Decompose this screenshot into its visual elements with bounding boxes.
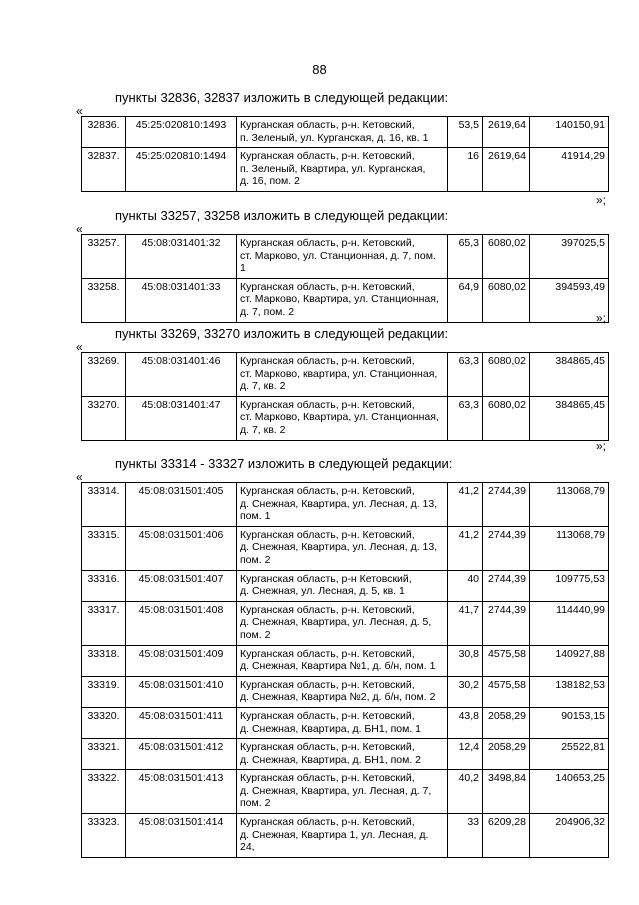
address-line: пом. 1	[240, 510, 271, 523]
item-number-cell: 33270.	[82, 396, 126, 440]
table-row	[82, 526, 609, 570]
address-cell	[237, 739, 448, 770]
total-value-cell: 384865,45	[530, 353, 609, 397]
section-intro: пункты 32836, 32837 изложить в следующей редакции:	[115, 90, 449, 105]
area-cell: 41,7	[448, 601, 483, 645]
item-number-cell: 32837.	[82, 148, 126, 192]
address-line: Курганская область, р-н. Кетовский,	[240, 150, 415, 163]
item-number-cell: 33318.	[82, 645, 126, 676]
section-intro: пункты 33257, 33258 изложить в следующей редакции:	[115, 208, 449, 223]
close-quote: »;	[596, 193, 607, 207]
address-line: п. Зеленый, ул. Курганская, д. 16, кв. 1	[240, 131, 429, 144]
total-value-cell: 140653,25	[530, 770, 609, 814]
price-cell: 4575,58	[483, 645, 530, 676]
price-cell: 3498,84	[483, 770, 530, 814]
cadastral-number-cell: 45:08:031501:407	[126, 570, 237, 601]
cadastral-number-cell: 45:08:031501:411	[126, 707, 237, 738]
address-line: Курганская область, р-н. Кетовский,	[240, 816, 415, 829]
cadastral-number-cell: 45:08:031501:414	[126, 814, 237, 858]
address-line: пом. 2	[240, 628, 271, 641]
area-cell: 16	[448, 148, 483, 192]
area-cell: 64,9	[448, 278, 483, 322]
cadastral-number-cell: 45:25:020810:1494	[126, 148, 237, 192]
address-line: д. 7, пом. 2	[240, 305, 295, 318]
address-line: Курганская область, р-н. Кетовский,	[240, 237, 415, 249]
open-quote: «	[76, 222, 83, 236]
address-line: Курганская область, р-н. Кетовский,	[240, 485, 415, 497]
address-cell	[237, 570, 448, 601]
section-table	[81, 482, 609, 858]
cadastral-number-cell: 45:08:031501:410	[126, 676, 237, 707]
area-cell: 43,8	[448, 707, 483, 738]
price-cell: 2619,64	[483, 117, 530, 148]
total-value-cell: 397025,5	[530, 235, 609, 279]
address-line: д. 7, кв. 2	[240, 423, 286, 436]
address-line: Курганская область, р-н. Кетовский,	[240, 678, 415, 691]
address-line: Курганская область, р-н Кетовский,	[240, 572, 412, 585]
price-cell: 6209,28	[483, 814, 530, 858]
area-cell: 33	[448, 814, 483, 858]
close-quote: »;	[596, 439, 607, 453]
address-line: пом. 2	[240, 553, 271, 566]
address-cell	[237, 814, 448, 858]
area-cell: 63,3	[448, 353, 483, 397]
cadastral-number-cell: 45:25:020810:1493	[126, 117, 237, 148]
table-row	[82, 814, 609, 858]
address-line: Курганская область, р-н. Кетовский,	[240, 355, 415, 367]
item-number-cell: 33321.	[82, 739, 126, 770]
area-cell: 63,3	[448, 396, 483, 440]
address-line: д. Снежная, Квартира, ул. Лесная, д. 13,	[240, 541, 438, 554]
area-cell: 12,4	[448, 739, 483, 770]
address-line: д. Снежная, Квартира, д. БН1, пом. 1	[240, 722, 421, 735]
address-cell	[237, 148, 448, 192]
address-cell	[237, 526, 448, 570]
cadastral-number-cell: 45:08:031401:32	[126, 235, 237, 279]
address-line: д. Снежная, ул. Лесная, д. 5, кв. 1	[240, 585, 405, 598]
table-row	[82, 148, 609, 192]
total-value-cell: 90153,15	[530, 707, 609, 738]
address-line: д. Снежная, Квартира, ул. Лесная, д. 7,	[240, 784, 432, 797]
address-cell	[237, 707, 448, 738]
section-table	[81, 234, 609, 323]
price-cell: 6080,02	[483, 396, 530, 440]
total-value-cell: 384865,45	[530, 396, 609, 440]
area-cell: 40	[448, 570, 483, 601]
table-row	[82, 739, 609, 770]
cadastral-number-cell: 45:08:031401:33	[126, 278, 237, 322]
address-line: Курганская область, р-н. Кетовский,	[240, 398, 415, 411]
table-row	[82, 707, 609, 738]
area-cell: 30,8	[448, 645, 483, 676]
cadastral-number-cell: 45:08:031401:46	[126, 353, 237, 397]
table-row	[82, 676, 609, 707]
section-table	[81, 352, 609, 441]
total-value-cell: 204906,32	[530, 814, 609, 858]
address-line: п. Зеленый, Квартира, ул. Курганская,	[240, 162, 426, 175]
address-line: д. Снежная, Квартира, д. БН1, пом. 2	[240, 753, 421, 766]
cadastral-number-cell: 45:08:031501:409	[126, 645, 237, 676]
section-intro: пункты 33269, 33270 изложить в следующей редакции:	[115, 326, 449, 341]
price-cell: 4575,58	[483, 676, 530, 707]
area-cell: 53,5	[448, 117, 483, 148]
table-row	[82, 278, 609, 322]
table-row	[82, 353, 609, 397]
table-row	[82, 645, 609, 676]
address-line: д. Снежная, Квартира №1, д. б/н, пом. 1	[240, 660, 436, 673]
total-value-cell: 394593,49	[530, 278, 609, 322]
area-cell: 65,3	[448, 235, 483, 279]
page-number: 88	[312, 62, 327, 77]
area-cell: 30,2	[448, 676, 483, 707]
address-line: д. Снежная, Квартира, ул. Лесная, д. 13,	[240, 497, 438, 510]
item-number-cell: 33320.	[82, 707, 126, 738]
cadastral-number-cell: 45:08:031501:413	[126, 770, 237, 814]
close-quote: »;	[596, 311, 607, 325]
address-line: д. Снежная, Квартира №2, д. б/н, пом. 2	[240, 691, 436, 704]
address-line: Курганская область, р-н. Кетовский,	[240, 528, 415, 541]
total-value-cell: 138182,53	[530, 676, 609, 707]
address-cell	[237, 645, 448, 676]
address-line: Курганская область, р-н. Кетовский,	[240, 280, 415, 293]
address-line: Курганская область, р-н. Кетовский,	[240, 741, 415, 754]
cadastral-number-cell: 45:08:031501:412	[126, 739, 237, 770]
address-line: д. 16, пом. 2	[240, 175, 300, 188]
total-value-cell: 140927,88	[530, 645, 609, 676]
address-line: пом. 2	[240, 797, 271, 810]
address-cell	[237, 676, 448, 707]
cadastral-number-cell: 45:08:031501:408	[126, 601, 237, 645]
total-value-cell: 113068,79	[530, 526, 609, 570]
open-quote: «	[76, 340, 83, 354]
total-value-cell: 25522,81	[530, 739, 609, 770]
item-number-cell: 33258.	[82, 278, 126, 322]
table-row	[82, 570, 609, 601]
price-cell: 2744,39	[483, 483, 530, 527]
table-row	[82, 235, 609, 279]
address-line: ст. Марково, Квартира, ул. Станционная,	[240, 411, 439, 424]
address-cell	[237, 770, 448, 814]
cadastral-number-cell: 45:08:031501:405	[126, 483, 237, 527]
total-value-cell: 41914,29	[530, 148, 609, 192]
item-number-cell: 33315.	[82, 526, 126, 570]
item-number-cell: 33319.	[82, 676, 126, 707]
address-line: Курганская область, р-н. Кетовский,	[240, 772, 415, 785]
item-number-cell: 33269.	[82, 353, 126, 397]
item-number-cell: 32836.	[82, 117, 126, 148]
address-line: Курганская область, р-н. Кетовский,	[240, 603, 415, 616]
area-cell: 41,2	[448, 483, 483, 527]
address-line: д. Снежная, Квартира 1, ул. Лесная, д. 24,	[240, 828, 429, 854]
price-cell: 2744,39	[483, 570, 530, 601]
price-cell: 2744,39	[483, 601, 530, 645]
price-cell: 2619,64	[483, 148, 530, 192]
section-table	[81, 116, 609, 192]
address-cell	[237, 483, 448, 527]
cadastral-number-cell: 45:08:031401:47	[126, 396, 237, 440]
table-row	[82, 396, 609, 440]
price-cell: 6080,02	[483, 278, 530, 322]
price-cell: 2058,29	[483, 707, 530, 738]
address-cell	[237, 601, 448, 645]
address-line: Курганская область, р-н. Кетовский,	[240, 709, 415, 722]
table-row	[82, 117, 609, 148]
total-value-cell: 114440,99	[530, 601, 609, 645]
address-line: ст. Марково, ул. Станционная, д. 7, пом. 1	[240, 249, 436, 275]
address-line: Курганская область, р-н. Кетовский,	[240, 119, 415, 131]
price-cell: 2058,29	[483, 739, 530, 770]
open-quote: «	[76, 470, 83, 484]
table-row	[82, 601, 609, 645]
item-number-cell: 33316.	[82, 570, 126, 601]
address-cell	[237, 235, 448, 279]
area-cell: 41,2	[448, 526, 483, 570]
price-cell: 6080,02	[483, 235, 530, 279]
item-number-cell: 33257.	[82, 235, 126, 279]
item-number-cell: 33323.	[82, 814, 126, 858]
address-line: ст. Марково, квартира, ул. Станционная,	[240, 367, 438, 380]
cadastral-number-cell: 45:08:031501:406	[126, 526, 237, 570]
open-quote: «	[76, 104, 83, 118]
price-cell: 6080,02	[483, 353, 530, 397]
item-number-cell: 33322.	[82, 770, 126, 814]
address-line: ст. Марково, Квартира, ул. Станционная,	[240, 293, 439, 306]
price-cell: 2744,39	[483, 526, 530, 570]
total-value-cell: 109775,53	[530, 570, 609, 601]
address-line: д. 7, кв. 2	[240, 380, 286, 393]
address-cell	[237, 396, 448, 440]
total-value-cell: 140150,91	[530, 117, 609, 148]
total-value-cell: 113068,79	[530, 483, 609, 527]
item-number-cell: 33317.	[82, 601, 126, 645]
table-row	[82, 770, 609, 814]
item-number-cell: 33314.	[82, 483, 126, 527]
address-cell	[237, 353, 448, 397]
address-cell	[237, 117, 448, 148]
address-line: д. Снежная, Квартира, ул. Лесная, д. 5,	[240, 616, 432, 629]
section-intro: пункты 33314 - 33327 изложить в следующей редакции:	[115, 456, 453, 471]
address-cell	[237, 278, 448, 322]
address-line: Курганская область, р-н. Кетовский,	[240, 647, 415, 660]
table-row	[82, 483, 609, 527]
area-cell: 40,2	[448, 770, 483, 814]
